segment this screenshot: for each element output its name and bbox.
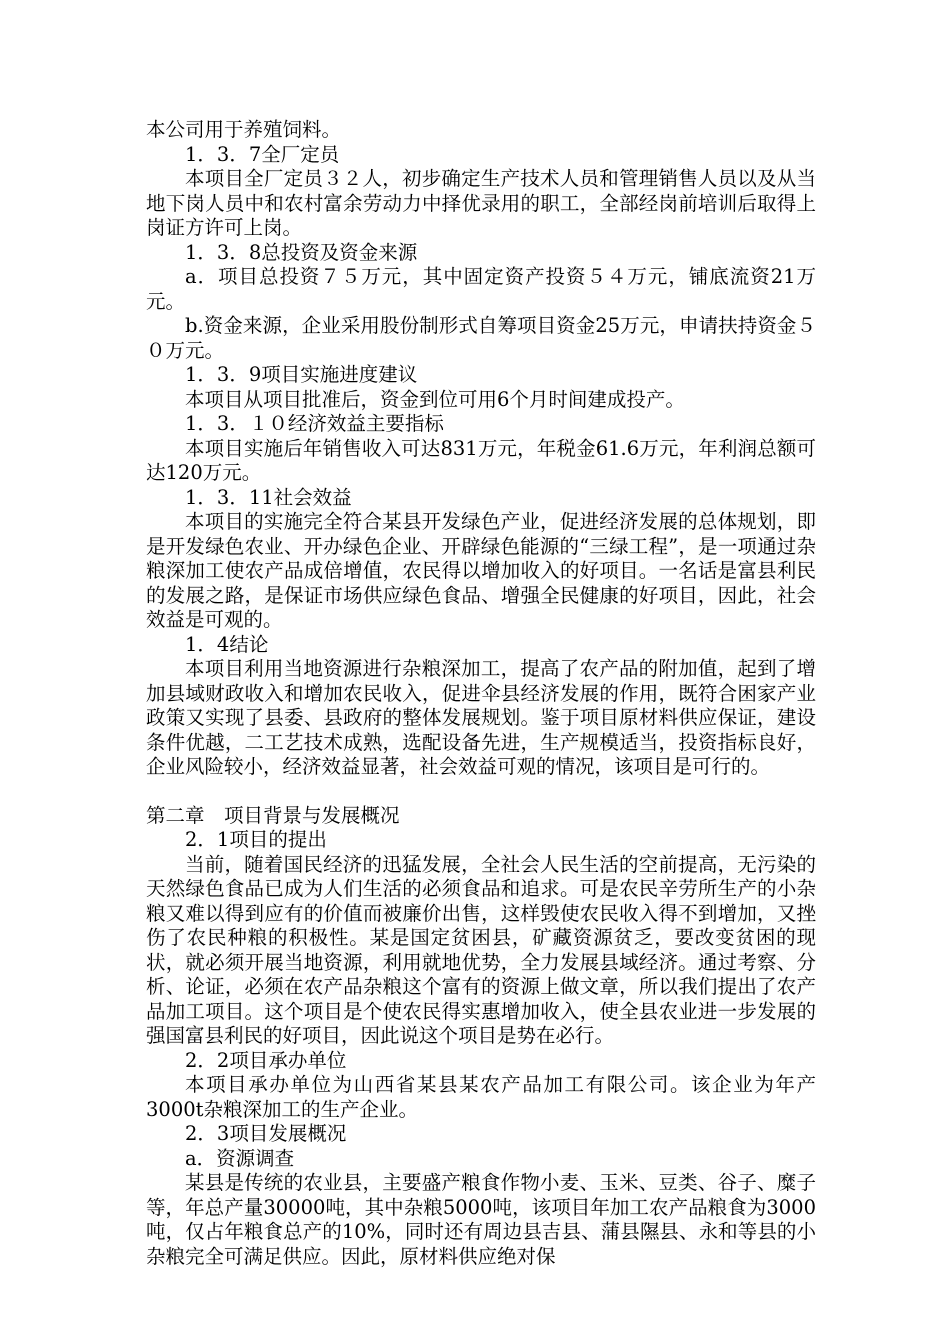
paragraph: 当前，随着国民经济的迅猛发展，全社会人民生活的空前提高，无污染的天然绿色食品已成为人们生活的必须食品和追求。可是农民辛劳所生产的小杂粮又难以得到应有的价值而被廉价出售，这样毁使农民收入得不到增加，又挫伤了农民种粮的积极性。某是国定贫困县，矿藏资源贫乏，要改变贫困的现状，就必须开展当地资源，利用就地优势，全力发展县域经济。通过考察、分析、论证，必须在农产品杂粮这个富有的资源上做文章，所以我们提出了农产品加工项目。这个项目是个使农民得实惠增加收入，使全县农业进一步发展的强国富县利民的好项目，因此说这个项目是势在必行。 (146, 852, 816, 1047)
paragraph: 本项目实施后年销售收入可达831万元，年税金61.6万元，年利润总额可达120万元。 (146, 436, 816, 484)
subsection-heading: a．资源调查 (185, 1146, 295, 1170)
paragraph: 本公司用于养殖饲料。 (146, 118, 342, 141)
blank-line (146, 780, 816, 804)
document-page (146, 118, 816, 1269)
section-heading-2-1: 2．1项目的提出 (185, 828, 327, 851)
section-heading-2-2: 2．2项目承办单位 (185, 1048, 347, 1072)
paragraph: 本项目从项目批准后，资金到位可用6个月时间建成投产。 (185, 387, 685, 411)
section-heading-1-3-8: 1．3．8总投资及资金来源 (185, 240, 418, 264)
paragraph: 本项目的实施完全符合某县开发绿色产业，促进经济发展的总体规划，即是开发绿色农业、开办绿色企业、开辟绿色能源的“三绿工程”，是一项通过杂粮深加工使农产品成倍增值，农民得以增加收入的好项目。一名话是富县利民的发展之路，是保证市场供应绿色食品、增强全民健康的好项目，因此，社会效益是可观的。 (146, 510, 816, 631)
paragraph: 本项目全厂定员３２人，初步确定生产技术人员和管理销售人员以及从当地下岗人员中和农村富余劳动力中择优录用的职工，全部经岗前培训后取得上岗证方许可上岗。 (146, 167, 816, 239)
paragraph: b.资金来源，企业采用股份制形式自筹项目资金25万元，申请扶持资金５０万元。 (146, 314, 816, 362)
paragraph: 本项目承办单位为山西省某县某农产品加工有限公司。该企业为年产3000t杂粮深加工的生产企业。 (146, 1073, 816, 1121)
section-heading-1-3-11: 1．3．11社会效益 (185, 485, 352, 509)
section-heading-1-3-7: 1．3．7全厂定员 (185, 142, 340, 166)
section-heading-2-3: 2．3项目发展概况 (185, 1122, 347, 1145)
section-heading-1-3-10: 1．3．１０经济效益主要指标 (185, 412, 444, 435)
section-heading-1-3-9: 1．3．9项目实施进度建议 (185, 363, 418, 386)
paragraph: 本项目利用当地资源进行杂粮深加工，提高了农产品的附加值，起到了增加县域财政收入和增加农民收入，促进伞县经济发展的作用，既符合困家产业政策又实现了县委、县政府的整体发展规划。鉴于项目原材料供应保证，建设条件优越，二工艺技术成熟，选配设备先进，生产规模适当，投资指标良好，企业风险较小，经济效益显著，社会效益可观的情况，该项目是可行的。 (146, 657, 816, 778)
section-heading-1-4: 1．4结论 (185, 632, 269, 656)
chapter-title: 第二章 项目背景与发展概况 (146, 803, 400, 827)
paragraph: 某县是传统的农业县，主要盛产粮食作物小麦、玉米、豆类、谷子、糜子等，年总产量30000吨，其中杂粮5000吨，该项目年加工农产品粮食为3000吨，仅占年粮食总产的10%，同时还有周边县吉县、蒲县隰县、永和等县的小杂粮完全可满足供应。因此，原材料供应绝对保 (146, 1171, 816, 1268)
paragraph: a．项目总投资７５万元，其中固定资产投资５４万元，铺底流资21万元。 (146, 265, 816, 313)
